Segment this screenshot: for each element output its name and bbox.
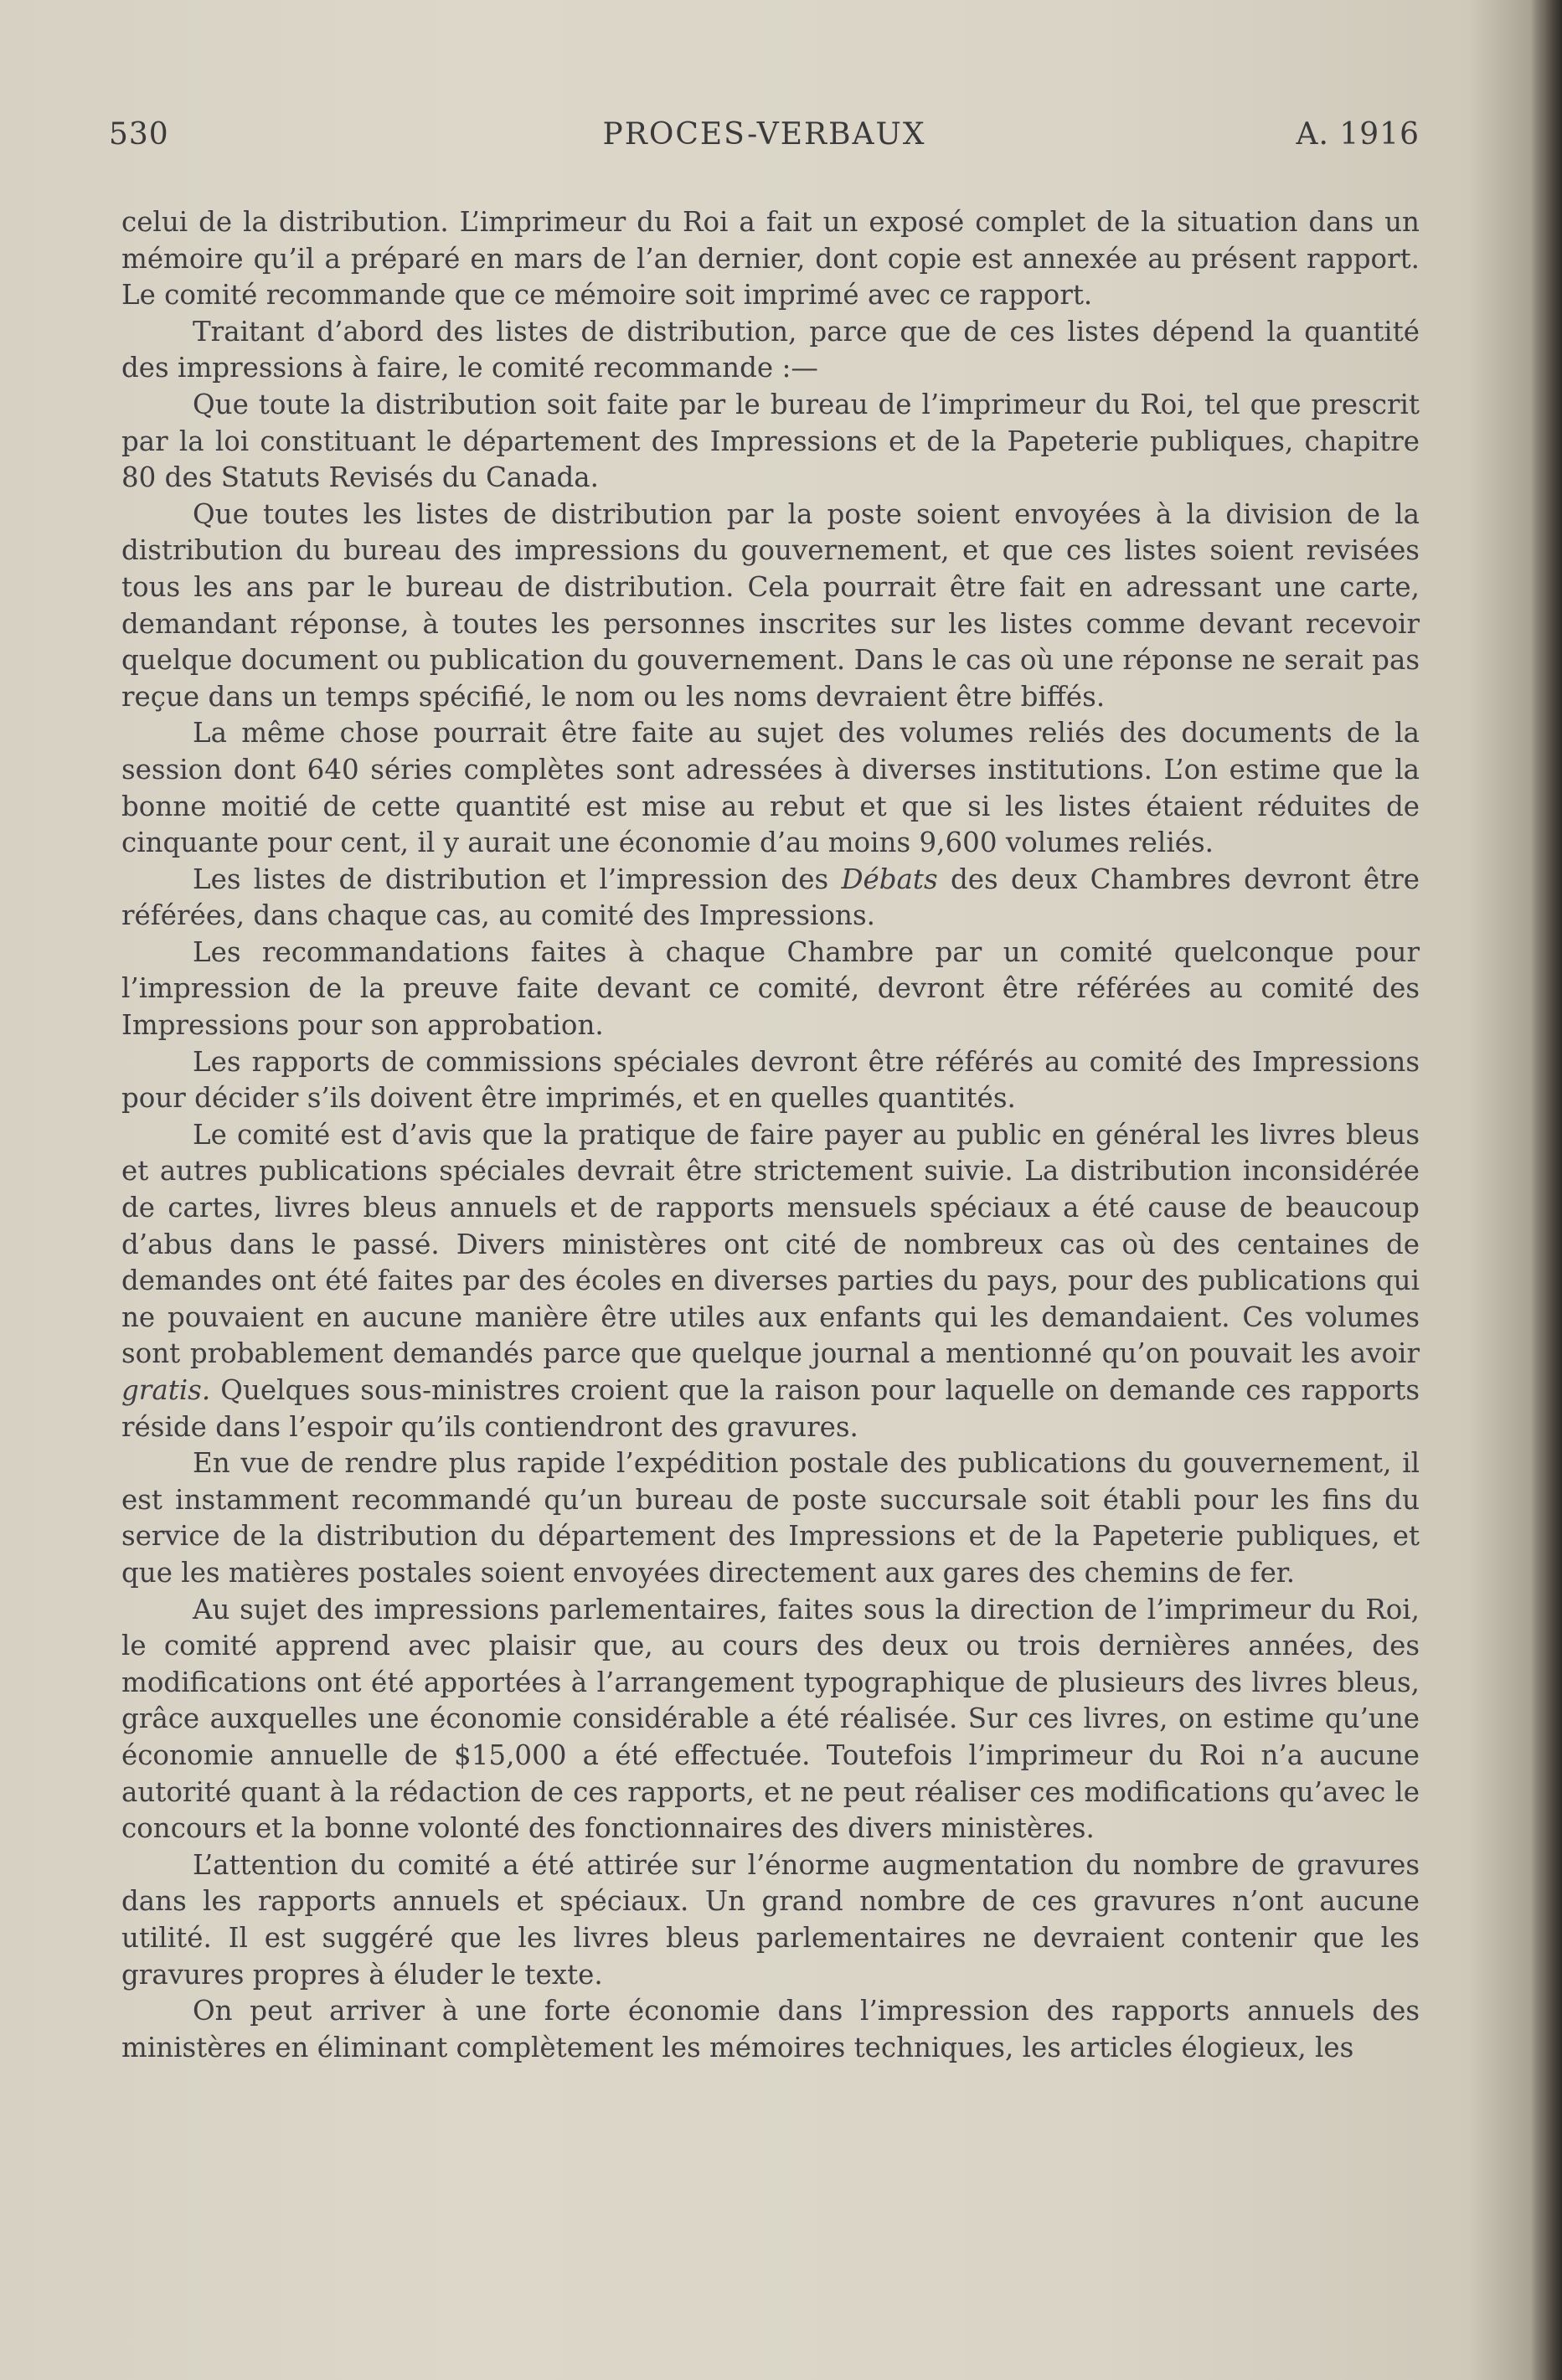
paragraph — [121, 1117, 1420, 1445]
paragraph: Au sujet des impressions parlementaires, faites sous la direction de l’imprimeur du Roi, le comité apprend avec plaisir que, au cours des deux ou trois dernières années, des modifications ont été apportées à l’arrangement typographique de plusieurs des livres bleus, grâce auxquelles une économie considérable a été réalisée. Sur ces livres, on estime qu’une économie annuelle de $15,000 a été effectuée. Toutefois l’imprimeur du Roi n’a aucune autorité quant à la rédaction de ces rapports, et ne peut réaliser ces modifications qu’avec le concours et la bonne volonté des fonctionnaires des divers ministères. — [121, 1593, 1420, 1845]
page-binding-edge — [1530, 0, 1562, 2380]
page-number: 530 — [109, 117, 169, 152]
paragraph: En vue de rendre plus rapide l’expédition postale des publications du gouvernement, il est instamment recommandé qu’un bureau de poste succursale soit établi pour les fins du service de la distribution du département des Impressions et de la Papeterie publiques, et que les matières postales soient envoyées directement aux gares des chemins de fer. — [121, 1447, 1420, 1589]
paragraph: Les recommandations faites à chaque Chambre par un comité quelconque pour l’impression de la preuve faite devant ce comité, devront être référées au comité des Impressions pour son approbation. — [121, 935, 1420, 1042]
running-title: PROCES-VERBAUX — [602, 117, 926, 152]
paragraph — [121, 862, 1420, 935]
paragraph: Que toute la distribution soit faite par le bureau de l’imprimeur du Roi, tel que prescrit par la loi constituant le département des Impressions et de la Papeterie publiques, chapitre 80 des Statuts Revisés du Canada. — [121, 388, 1420, 494]
italic-word: gratis. — [121, 1374, 211, 1406]
running-header — [109, 117, 1420, 161]
paragraph: On peut arriver à une forte économie dans l’impression des rapports annuels des ministères en éliminant complètement les mémoires techniques, les articles élogieux, les — [121, 1995, 1420, 2063]
paragraph-text: Le comité est d’avis que la pratique de faire payer au public en général les livres bleus et autres publications spéciales devrait être strictement suivie. La distribution inconsidérée de cartes, livres bleus annuels et de rapports mensuels spéciaux a été cause de beaucoup d’abus dans le passé. Divers ministères ont cité de nombreux cas où des centaines de demandes ont été faites par des écoles en diverses parties du pays, pour des publications qui ne pouvaient en aucune manière être utiles aux enfants qui les demandaient. Ces volumes sont probablement demandés parce que quelque journal a mentionné qu’on pouvait les avoir — [121, 1118, 1420, 1370]
paragraph-text: Quelques sous-ministres croient que la raison pour laquelle on demande ces rapports réside dans l’espoir qu’ils contiendront des gravures. — [121, 1374, 1420, 1443]
paragraph: Traitant d’abord des listes de distribution, parce que de ces listes dépend la quantité des impressions à faire, le comité recommande :— — [121, 315, 1420, 384]
paragraph: Que toutes les listes de distribution par la poste soient envoyées à la division de la distribution du bureau des impressions du gouvernement, et que ces listes soient revisées tous les ans par le bureau de distribution. Cela pourrait être fait en adressant une carte, demandant réponse, à toutes les personnes inscrites sur les listes comme devant recevoir quelque document ou publication du gouvernement. Dans le cas où une réponse ne serait pas reçue dans un temps spécifié, le nom ou les noms devraient être biffés. — [121, 497, 1420, 713]
paragraph-text: Les listes de distribution et l’impression des — [193, 863, 842, 895]
paragraph: L’attention du comité a été attirée sur l’énorme augmentation du nombre de gravures dans les rapports annuels et spéciaux. Un grand nombre de ces gravures n’ont aucune utilité. Il est suggéré que les livres bleus parlementaires ne devraient contenir que les gravures propres à éluder le texte. — [121, 1848, 1420, 1991]
paragraph: celui de la distribution. L’imprimeur du Roi a fait un exposé complet de la situation dans un mémoire qu’il a préparé en mars de l’an dernier, dont copie est annexée au présent rapport. Le comité recommande que ce mémoire soit imprimé avec ce rapport. — [121, 206, 1420, 312]
paragraph: Les rapports de commissions spéciales devront être référés au comité des Impressions pour décider s’ils doivent être imprimés, et en quelles quantités. — [121, 1045, 1420, 1115]
paragraph: La même chose pourrait être faite au sujet des volumes reliés des documents de la session dont 640 séries complètes sont adressées à diverses institutions. L’on estime que la bonne moitié de cette quantité est mise au rebut et que si les listes étaient réduites de cinquante pour cent, il y aurait une économie d’au moins 9,600 volumes reliés. — [121, 717, 1420, 859]
session-year: A. 1916 — [1296, 117, 1420, 152]
body-text — [121, 204, 1420, 2066]
italic-title: Débats — [841, 863, 938, 895]
paragraph-text: des deux Chambres devront être référées, dans chaque cas, au comité des Impressions. — [121, 863, 1420, 932]
